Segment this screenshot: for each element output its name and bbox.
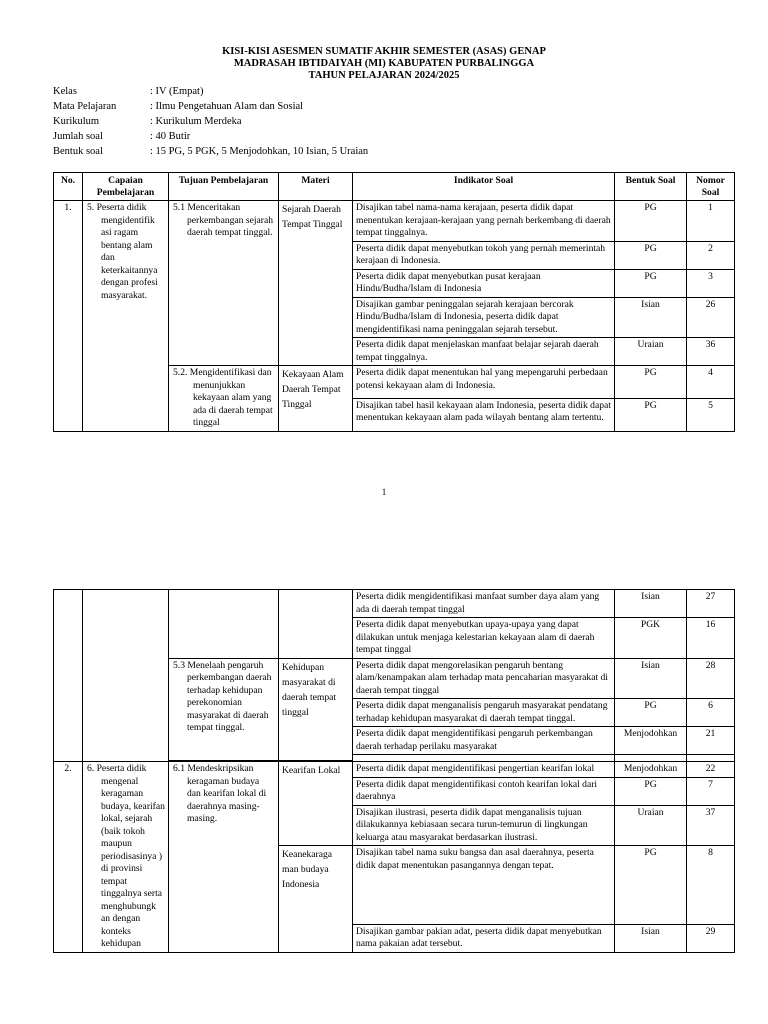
cell-bentuk: PG (615, 846, 687, 925)
cell-bentuk: Menjodohkan (615, 762, 687, 778)
table-row (54, 762, 735, 778)
header-no: No. (54, 173, 83, 201)
cell-bentuk: PG (615, 398, 687, 431)
cell-tujuan: 5.2. Mengidentifikasi dan menunjukkan kekayaan alam yang ada di daerah tempat tinggal (169, 366, 279, 432)
info-row: Jumlah soal : 40 Butir (53, 131, 191, 142)
cell-no: 1. (54, 201, 83, 432)
cell-materi: Sejarah Daerah Tempat Tinggal (279, 201, 353, 366)
info-row: Kelas : IV (Empat) (53, 86, 204, 97)
cell-materi: Kehidupan masyarakat di daerah tempat tinggal (279, 658, 353, 761)
cell-indikator: Peserta didik dapat menentukan hal yang mepengaruhi perbedaan potensi kekayaan alam di Indonesia. (353, 366, 615, 399)
table-row (54, 590, 735, 618)
cell-bentuk: PGK (615, 618, 687, 659)
cell-indikator: Peserta didik dapat mengidentifikasi contoh kearifan lokal dari daerahnya (353, 777, 615, 805)
cell-indikator: Peserta didik dapat menyebutkan pusat kerajaan Hindu/Budha/Islam di Indonesia (353, 269, 615, 297)
header-tujuan: Tujuan Pembelajaran (169, 173, 279, 201)
cell-bentuk: Uraian (615, 805, 687, 846)
cell-tujuan: 5.1 Menceritakan perkembangan sejarah daerah tempat tinggal. (169, 201, 279, 366)
cell-nomor: 22 (687, 762, 735, 778)
kisi-kisi-table-continued (53, 589, 735, 953)
cell-nomor: 6 (687, 699, 735, 727)
document-info (53, 84, 368, 159)
cell-materi: Kearifan Lokal (279, 762, 353, 846)
cell-indikator: Peserta didik dapat menganalisis pengaruh masyarakat pendatang terhadap kehidupan masyarakat di daerah tempat tinggal. (353, 699, 615, 727)
title-line-3: TAHUN PELAJARAN 2024/2025 (308, 70, 460, 81)
document-title (0, 46, 768, 82)
cell-indikator: Peserta didik dapat menjelaskan manfaat belajar sejarah daerah tempat tinggalnya. (353, 338, 615, 366)
cell-bentuk: Isian (615, 658, 687, 699)
cell-capaian (83, 590, 169, 762)
cell-nomor: 7 (687, 777, 735, 805)
cell-nomor: 4 (687, 366, 735, 399)
kisi-kisi-table (53, 172, 735, 432)
cell-nomor: 37 (687, 805, 735, 846)
header-materi: Materi (279, 173, 353, 201)
info-row: Kurikulum : Kurikulum Merdeka (53, 116, 242, 127)
page-number: 1 (381, 487, 387, 497)
cell-indikator: Peserta didik dapat menyebutkan tokoh yang pernah memerintah kerajaan di Indonesia. (353, 241, 615, 269)
cell-nomor: 3 (687, 269, 735, 297)
cell-indikator: Peserta didik dapat mengidentifikasi pengaruh perkembangan daerah terhadap perilaku masyarakat (353, 727, 615, 755)
cell-capaian: 6. Peserta didik mengenal keragaman budaya, kearifan lokal, sejarah (baik tokoh maupun periodisasinya ) di provinsi tempat tinggalnya serta menghubungk an dengan konteks kehidupan (83, 762, 169, 953)
cell-tujuan: 5.3 Menelaah pengaruh perkembangan daerah terhadap kehidupan perekonomian masyarakat di daerah tempat tinggal. (169, 658, 279, 761)
cell-indikator: Disajikan ilustrasi, peserta didik dapat menganalisis tujuan dilakukannya kebiasaan secara turun-temurun di lingkungan keluarga atau masyarakat berdasarkan ilustrasi. (353, 805, 615, 846)
cell-nomor: 8 (687, 846, 735, 925)
title-line-1: KISI-KISI ASESMEN SUMATIF AKHIR SEMESTER (ASAS) GENAP (222, 46, 546, 57)
table-row (54, 201, 735, 242)
cell-bentuk: Isian (615, 590, 687, 618)
cell-no: 2. (54, 762, 83, 953)
title-line-2: MADRASAH IBTIDAIYAH (MI) KABUPATEN PURBALINGGA (233, 58, 535, 69)
cell-nomor: 36 (687, 338, 735, 366)
cell-no (54, 590, 83, 762)
cell-nomor: 27 (687, 590, 735, 618)
header-capaian: Capaian Pembelajaran (83, 173, 169, 201)
cell-bentuk: PG (615, 201, 687, 242)
cell-nomor: 16 (687, 618, 735, 659)
cell-materi: Keanekaraga man budaya Indonesia (279, 846, 353, 953)
table-header-row (54, 173, 735, 201)
cell-nomor: 2 (687, 241, 735, 269)
header-bentuk: Bentuk Soal (615, 173, 687, 201)
cell-indikator: Peserta didik mengidentifikasi manfaat sumber daya alam yang ada di daerah tempat tinggal (353, 590, 615, 618)
cell-indikator: Peserta didik dapat mengorelasikan pengaruh bentang alam/kenampakan alam terhadap mata pencaharian masyarakat di daerah tempat tinggal (353, 658, 615, 699)
cell-nomor: 1 (687, 201, 735, 242)
cell-nomor: 26 (687, 297, 735, 338)
cell-bentuk: Menjodohkan (615, 727, 687, 755)
cell-tujuan: 6.1 Mendeskripsikan keragaman budaya dan kearifan lokal di daerahnya masing-masing. (169, 762, 279, 953)
cell-nomor: 28 (687, 658, 735, 699)
page-gap (0, 520, 768, 580)
cell-bentuk: Isian (615, 924, 687, 952)
cell-nomor: 29 (687, 924, 735, 952)
cell-materi (279, 590, 353, 659)
cell-indikator: Disajikan tabel nama suku bangsa dan asal daerahnya, peserta didik dapat menentukan pasangannya dengan tepat. (353, 846, 615, 925)
cell-materi: Kekayaan Alam Daerah Tempat Tinggal (279, 366, 353, 432)
info-row: Bentuk soal : 15 PG, 5 PGK, 5 Menjodohkan, 10 Isian, 5 Uraian (53, 146, 369, 157)
cell-indikator: Disajikan tabel hasil kekayaan alam Indonesia, peserta didik dapat menentukan kekayaan alam pada wilayah bentang alam tertentu. (353, 398, 615, 431)
cell-bentuk: PG (615, 777, 687, 805)
cell-capaian: 5. Peserta didik mengidentifik asi ragam bentang alam dan keterkaitannya dengan profesi masyarakat. (83, 201, 169, 432)
cell-bentuk: PG (615, 241, 687, 269)
header-indikator: Indikator Soal (353, 173, 615, 201)
cell-bentuk: Uraian (615, 338, 687, 366)
cell-bentuk: Isian (615, 297, 687, 338)
cell-indikator: Disajikan gambar peninggalan sejarah kerajaan bercorak Hindu/Budha/Islam di Indonesia, peserta didik dapat mengidentifikasi nama peninggalan sejarah tersebut. (353, 297, 615, 338)
cell-nomor: 21 (687, 727, 735, 755)
cell-indikator: Disajikan gambar pakian adat, peserta didik dapat menyebutkan nama pakaian adat tersebut. (353, 924, 615, 952)
cell-nomor: 5 (687, 398, 735, 431)
cell-tujuan (169, 590, 279, 659)
info-row: Mata Pelajaran : Ilmu Pengetahuan Alam dan Sosial (53, 101, 304, 112)
cell-indikator: Disajikan tabel nama-nama kerajaan, peserta didik dapat menentukan kerajaan-kerajaan yang pernah berkembang di daerah tempat tinggalnya. (353, 201, 615, 242)
cell-bentuk: PG (615, 269, 687, 297)
cell-indikator: Peserta didik dapat mengidentifikasi pengertian kearifan lokal (353, 762, 615, 778)
cell-bentuk: PG (615, 699, 687, 727)
cell-indikator: Peserta didik dapat menyebutkan upaya-upaya yang dapat dilakukan untuk menjaga kelestarian kekayaan alam di daerah tempat tinggal (353, 618, 615, 659)
cell-bentuk: PG (615, 366, 687, 399)
header-nomor: Nomor Soal (687, 173, 735, 201)
